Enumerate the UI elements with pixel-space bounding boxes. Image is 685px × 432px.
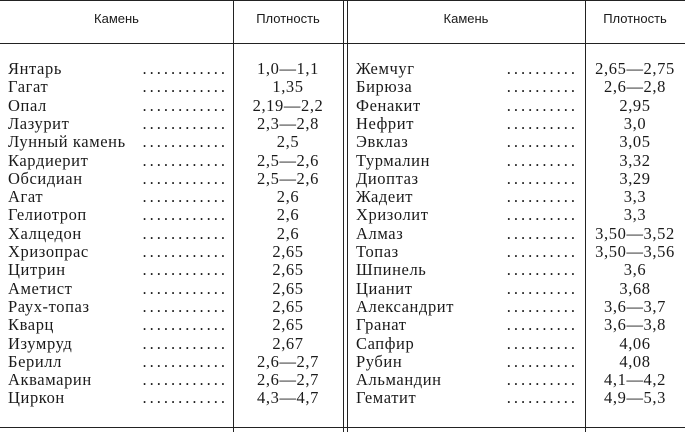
stone-name: Бирюза	[356, 78, 416, 96]
density-value: 2,6	[276, 205, 300, 225]
stone-name: Фенакит	[356, 97, 425, 115]
stone-name: Альмандин	[356, 371, 446, 389]
density-value: 2,95	[619, 95, 651, 115]
right-table-row	[348, 371, 685, 389]
stone-name: Сапфир	[356, 335, 418, 353]
leader-dots: ............	[142, 206, 228, 225]
density-value: 2,6—2,7	[257, 370, 319, 390]
stone-name: Янтарь	[8, 60, 66, 78]
leader-dots: ............	[142, 78, 228, 97]
stone-name: Кардиерит	[8, 152, 92, 170]
density-value: 2,6	[276, 223, 300, 243]
stone-name: Обсидиан	[8, 170, 87, 188]
density-value: 2,65	[272, 315, 304, 335]
density-value: 4,9—5,3	[604, 388, 666, 408]
leader-dots: ..........	[506, 279, 578, 298]
density-value: 2,67	[272, 333, 304, 353]
leader-dots: ..........	[506, 352, 578, 371]
stone-name: Цианит	[356, 280, 417, 298]
leader-dots: ..........	[506, 261, 578, 280]
center-double-divider-a	[343, 0, 344, 432]
leader-dots: ..........	[506, 114, 578, 133]
left-table-row	[0, 188, 343, 206]
leader-dots: ............	[142, 261, 228, 280]
right-table-row	[348, 335, 685, 353]
leader-dots: ............	[142, 188, 228, 207]
density-value: 3,29	[619, 168, 651, 188]
left-table-row	[0, 133, 343, 151]
density-value: 3,68	[619, 278, 651, 298]
density-value: 3,50—3,52	[595, 223, 675, 243]
stone-name: Хризопрас	[8, 243, 93, 261]
density-value: 4,1—4,2	[604, 370, 666, 390]
density-value: 2,5	[276, 132, 300, 152]
right-table-row	[348, 298, 685, 316]
leader-dots: ............	[142, 371, 228, 390]
stone-name: Раух-топаз	[8, 298, 94, 316]
density-value: 1,0—1,1	[257, 59, 319, 78]
density-value: 3,6	[623, 260, 647, 280]
stone-name: Аметист	[8, 280, 76, 298]
density-value: 2,65	[272, 260, 304, 280]
leader-dots: ..........	[506, 133, 578, 152]
stone-name: Цитрин	[8, 261, 70, 279]
left-table-row	[0, 60, 343, 78]
right-table-row	[348, 225, 685, 243]
density-value: 2,65—2,75	[595, 59, 675, 78]
density-value: 2,65	[272, 278, 304, 298]
left-table-row	[0, 78, 343, 96]
right-table-row	[348, 78, 685, 96]
leader-dots: ............	[142, 224, 228, 243]
density-value: 3,05	[619, 132, 651, 152]
left-table-row	[0, 206, 343, 224]
stone-name: Изумруд	[8, 335, 76, 353]
left-table-row	[0, 97, 343, 115]
leader-dots: ..........	[506, 371, 578, 390]
stone-name: Кварц	[8, 316, 58, 334]
stone-name: Алмаз	[356, 225, 407, 243]
stone-name: Александрит	[356, 298, 458, 316]
left-table-row	[0, 298, 343, 316]
leader-dots: ..........	[506, 151, 578, 170]
left-table-row	[0, 353, 343, 371]
leader-dots: ............	[142, 60, 228, 78]
density-value: 3,32	[619, 150, 651, 170]
leader-dots: ............	[142, 114, 228, 133]
right-table-row	[348, 389, 685, 407]
left-table-row	[0, 280, 343, 298]
right-table-row	[348, 97, 685, 115]
leader-dots: ..........	[506, 224, 578, 243]
left-table-row	[0, 225, 343, 243]
density-value: 2,19—2,2	[252, 95, 324, 115]
stone-name: Эвклаз	[356, 133, 412, 151]
density-value: 2,5—2,6	[257, 168, 319, 188]
leader-dots: ............	[142, 169, 228, 188]
right-table-row	[348, 133, 685, 151]
leader-dots: ..........	[506, 60, 578, 78]
left-table-row	[0, 243, 343, 261]
leader-dots: ..........	[506, 334, 578, 353]
leader-dots: ............	[142, 151, 228, 170]
leader-dots: ............	[142, 316, 228, 335]
leader-dots: ............	[142, 96, 228, 115]
right-table-row	[348, 316, 685, 334]
left-table-row	[0, 261, 343, 279]
right-table-row	[348, 152, 685, 170]
stone-name: Гематит	[356, 389, 420, 407]
leader-dots: ..........	[506, 243, 578, 261]
stone-name: Турмалин	[356, 152, 434, 170]
left-table-row	[0, 335, 343, 353]
right-table-row	[348, 243, 685, 261]
leader-dots: ..........	[506, 297, 578, 316]
stone-name: Жемчуг	[356, 60, 419, 78]
left-table-row	[0, 316, 343, 334]
leader-dots: ............	[142, 297, 228, 316]
right-table-row	[348, 60, 685, 78]
left-table-row	[0, 115, 343, 133]
right-table-row	[348, 261, 685, 279]
density-value: 3,6—3,7	[604, 296, 666, 316]
stone-name: Агат	[8, 188, 47, 206]
left-table-row	[0, 389, 343, 407]
leader-dots: ..........	[506, 78, 578, 97]
density-value: 4,06	[619, 333, 651, 353]
right-table-row	[348, 115, 685, 133]
right-table-row	[348, 280, 685, 298]
leader-dots: ..........	[506, 389, 578, 408]
leader-dots: ............	[142, 279, 228, 298]
density-value: 3,50—3,56	[595, 242, 675, 261]
stone-name: Гагат	[8, 78, 52, 96]
stone-name: Жадеит	[356, 188, 417, 206]
stone-name: Халцедон	[8, 225, 86, 243]
density-value: 2,65	[272, 242, 304, 261]
leader-dots: ..........	[506, 188, 578, 207]
right-table-row	[348, 188, 685, 206]
left-table-row	[0, 170, 343, 188]
density-value: 4,08	[619, 351, 651, 371]
density-value: 2,6—2,7	[257, 351, 319, 371]
stone-name: Лазурит	[8, 115, 73, 133]
density-value: 2,6	[276, 187, 300, 207]
stone-name: Берилл	[8, 353, 66, 371]
density-value: 3,3	[623, 187, 647, 207]
right-table-row	[348, 206, 685, 224]
density-value: 1,35	[272, 77, 304, 97]
left-table-row	[0, 152, 343, 170]
header-left-density: Плотность	[256, 11, 320, 26]
leader-dots: ............	[142, 243, 228, 261]
leader-dots: ..........	[506, 169, 578, 188]
density-value: 2,5—2,6	[257, 150, 319, 170]
stone-name: Топаз	[356, 243, 403, 261]
stone-name: Хризолит	[356, 206, 433, 224]
density-value: 4,3—4,7	[257, 388, 319, 408]
right-table-row	[348, 170, 685, 188]
stone-name: Гелиотроп	[8, 206, 91, 224]
density-value: 2,3—2,8	[257, 113, 319, 133]
leader-dots: ............	[142, 334, 228, 353]
leader-dots: ..........	[506, 96, 578, 115]
stone-name: Шпинель	[356, 261, 430, 279]
stone-name: Аквамарин	[8, 371, 96, 389]
left-table-row	[0, 371, 343, 389]
density-value: 2,65	[272, 296, 304, 316]
leader-dots: ..........	[506, 316, 578, 335]
header-right-density: Плотность	[603, 11, 667, 26]
stone-name: Циркон	[8, 389, 69, 407]
leader-dots: ............	[142, 389, 228, 408]
stone-name: Диоптаз	[356, 170, 423, 188]
density-value: 3,3	[623, 205, 647, 225]
right-table-row	[348, 353, 685, 371]
stone-name: Лунный камень	[8, 133, 130, 151]
stone-name: Опал	[8, 97, 51, 115]
stone-name: Гранат	[356, 316, 411, 334]
header-left-stone: Камень	[94, 11, 139, 26]
density-value: 2,6—2,8	[604, 77, 666, 97]
leader-dots: ............	[142, 352, 228, 371]
header-right-stone: Камень	[443, 11, 489, 26]
leader-dots: ............	[142, 133, 228, 152]
density-value: 3,6—3,8	[604, 315, 666, 335]
density-value: 3,0	[623, 113, 647, 133]
stone-name: Нефрит	[356, 115, 418, 133]
stone-name: Рубин	[356, 353, 406, 371]
leader-dots: ..........	[506, 206, 578, 225]
